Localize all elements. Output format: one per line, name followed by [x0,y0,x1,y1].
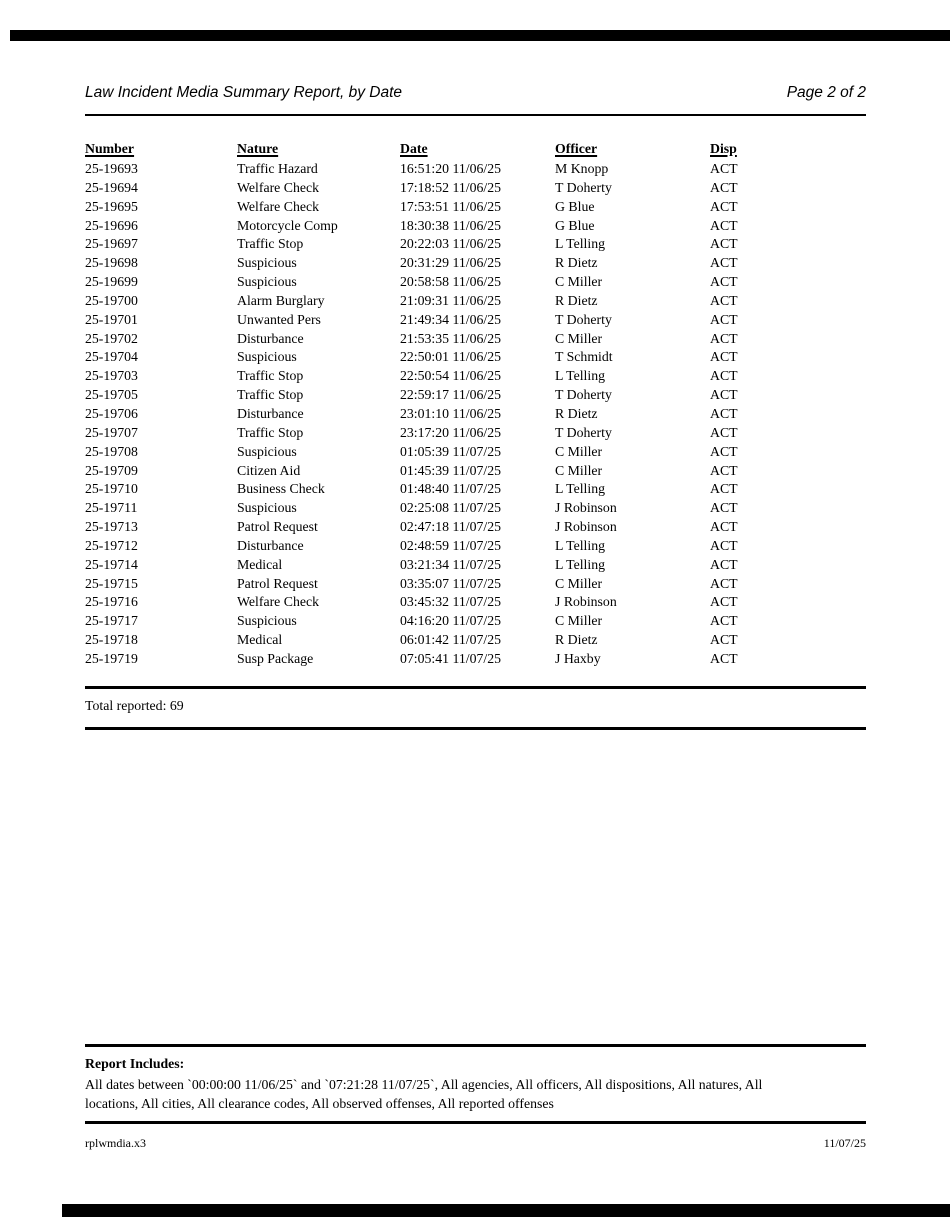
page-footer [85,1136,866,1151]
column-header-nature: Nature [237,141,279,156]
table-body [85,161,866,670]
cell-disposition: ACT [710,500,738,516]
includes-divider-bottom [85,1121,866,1124]
cell-nature: Welfare Check [237,179,320,195]
column-header-officer: Officer [555,141,598,156]
cell-officer: C Miller [555,274,603,290]
cell-disposition: ACT [710,632,738,648]
cell-nature: Citizen Aid [237,462,301,478]
table-row [85,368,866,387]
cell-incident-number: 25-19719 [85,650,138,666]
cell-officer: G Blue [555,198,595,214]
cell-disposition: ACT [710,481,738,497]
table-row [85,161,866,180]
cell-incident-number: 25-19701 [85,311,138,327]
cell-nature: Medical [237,632,283,648]
cell-officer: T Doherty [555,311,612,327]
cell-date: 01:48:40 11/07/25 [400,481,502,497]
cell-disposition: ACT [710,161,738,176]
cell-date: 23:01:10 11/06/25 [400,405,502,421]
cell-nature: Traffic Stop [237,368,304,384]
table-row [85,538,866,557]
cell-nature: Traffic Stop [237,236,304,252]
cell-disposition: ACT [710,387,738,403]
incident-table [85,141,866,670]
cell-officer: C Miller [555,443,603,459]
cell-officer: L Telling [555,481,605,497]
cell-nature: Susp Package [237,650,314,666]
cell-officer: T Schmidt [555,349,613,365]
header-divider [85,114,866,116]
cell-officer: J Robinson [555,500,617,516]
cell-date: 04:16:20 11/07/25 [400,613,502,629]
cell-officer: C Miller [555,575,603,591]
cell-incident-number: 25-19718 [85,632,138,648]
cell-disposition: ACT [710,349,738,365]
cell-incident-number: 25-19699 [85,274,138,290]
totals-divider-top [85,686,866,689]
cell-date: 21:49:34 11/06/25 [400,311,502,327]
cell-officer: R Dietz [555,255,598,271]
table-row [85,576,866,595]
cell-incident-number: 25-19708 [85,443,138,459]
cell-officer: J Robinson [555,519,617,535]
cell-nature: Traffic Stop [237,424,304,440]
report-includes-heading: Report Includes: [85,1056,185,1071]
cell-date: 20:31:29 11/06/25 [400,255,502,271]
cell-disposition: ACT [710,198,738,214]
table-row [85,651,866,670]
table-row [85,331,866,350]
cell-incident-number: 25-19707 [85,424,138,440]
cell-date: 21:53:35 11/06/25 [400,330,502,346]
cell-nature: Business Check [237,481,325,497]
cell-disposition: ACT [710,311,738,327]
cell-incident-number: 25-19713 [85,519,138,535]
cell-officer: T Doherty [555,179,612,195]
cell-date: 20:58:58 11/06/25 [400,274,502,290]
cell-incident-number: 25-19715 [85,575,138,591]
cell-nature: Disturbance [237,537,304,553]
cell-incident-number: 25-19716 [85,594,138,610]
table-row [85,613,866,632]
cell-nature: Alarm Burglary [237,292,325,308]
table-row [85,500,866,519]
table-header-row [85,141,866,161]
cell-officer: M Knopp [555,161,609,176]
column-header-number: Number [85,141,135,156]
table-row [85,444,866,463]
cell-nature: Suspicious [237,349,297,365]
table-row [85,463,866,482]
cell-officer: C Miller [555,462,603,478]
cell-nature: Suspicious [237,274,297,290]
cell-officer: T Doherty [555,387,612,403]
cell-officer: J Robinson [555,594,617,610]
cell-incident-number: 25-19712 [85,537,138,553]
cell-nature: Suspicious [237,500,297,516]
table-row [85,255,866,274]
cell-incident-number: 25-19696 [85,217,138,233]
scan-artifact-bar-top [10,30,950,41]
cell-incident-number: 25-19711 [85,500,138,516]
footer-report-id: rplwmdia.x3 [85,1136,146,1150]
page-header [85,84,866,101]
table-row [85,349,866,368]
table-row [85,293,866,312]
cell-date: 07:05:41 11/07/25 [400,650,502,666]
total-reported: Total reported: 69 [85,698,184,713]
cell-disposition: ACT [710,650,738,666]
cell-officer: L Telling [555,368,605,384]
column-header-date: Date [400,141,428,156]
cell-disposition: ACT [710,594,738,610]
cell-officer: R Dietz [555,405,598,421]
cell-disposition: ACT [710,274,738,290]
cell-incident-number: 25-19697 [85,236,138,252]
table-row [85,312,866,331]
scan-artifact-bar-bottom [62,1204,950,1217]
table-row [85,406,866,425]
cell-nature: Welfare Check [237,198,320,214]
cell-incident-number: 25-19706 [85,405,138,421]
cell-disposition: ACT [710,217,738,233]
cell-incident-number: 25-19717 [85,613,138,629]
cell-incident-number: 25-19709 [85,462,138,478]
cell-disposition: ACT [710,443,738,459]
cell-date: 06:01:42 11/07/25 [400,632,502,648]
cell-disposition: ACT [710,368,738,384]
table-row [85,387,866,406]
cell-date: 02:47:18 11/07/25 [400,519,502,535]
cell-nature: Traffic Hazard [237,161,318,176]
table-row [85,180,866,199]
cell-incident-number: 25-19703 [85,368,138,384]
cell-date: 22:50:01 11/06/25 [400,349,502,365]
cell-date: 21:09:31 11/06/25 [400,292,502,308]
table-row [85,594,866,613]
report-includes-line-1: All dates between `00:00:00 11/06/25` and `07:21:28 11/07/25`, All agencies, All officers, All dispositions, All natures, All [85,1077,763,1092]
cell-nature: Motorcycle Comp [237,217,338,233]
cell-nature: Patrol Request [237,519,318,535]
cell-incident-number: 25-19700 [85,292,138,308]
cell-incident-number: 25-19710 [85,481,138,497]
table-row [85,557,866,576]
page-indicator: Page 2 of 2 [786,84,866,101]
table-row [85,519,866,538]
includes-divider-top [85,1044,866,1047]
cell-officer: R Dietz [555,292,598,308]
cell-disposition: ACT [710,236,738,252]
cell-nature: Unwanted Pers [237,311,321,327]
cell-incident-number: 25-19705 [85,387,138,403]
cell-incident-number: 25-19704 [85,349,138,365]
cell-date: 01:45:39 11/07/25 [400,462,502,478]
table-row [85,236,866,255]
cell-date: 03:45:32 11/07/25 [400,594,502,610]
cell-date: 16:51:20 11/06/25 [400,161,502,176]
cell-officer: R Dietz [555,632,598,648]
cell-disposition: ACT [710,537,738,553]
cell-disposition: ACT [710,292,738,308]
table-row [85,481,866,500]
cell-date: 20:22:03 11/06/25 [400,236,502,252]
cell-nature: Disturbance [237,330,304,346]
cell-nature: Disturbance [237,405,304,421]
cell-nature: Suspicious [237,443,297,459]
cell-date: 02:25:08 11/07/25 [400,500,502,516]
cell-disposition: ACT [710,255,738,271]
cell-incident-number: 25-19714 [85,556,138,572]
cell-officer: L Telling [555,537,605,553]
cell-incident-number: 25-19702 [85,330,138,346]
cell-date: 03:35:07 11/07/25 [400,575,502,591]
cell-officer: J Haxby [555,650,601,666]
cell-officer: T Doherty [555,424,612,440]
cell-disposition: ACT [710,424,738,440]
cell-nature: Welfare Check [237,594,320,610]
cell-officer: C Miller [555,613,603,629]
totals-divider-bottom [85,727,866,730]
cell-date: 22:59:17 11/06/25 [400,387,502,403]
cell-officer: G Blue [555,217,595,233]
cell-disposition: ACT [710,405,738,421]
cell-incident-number: 25-19698 [85,255,138,271]
table-row [85,274,866,293]
cell-date: 17:53:51 11/06/25 [400,198,502,214]
table-row [85,425,866,444]
cell-disposition: ACT [710,613,738,629]
cell-officer: L Telling [555,236,605,252]
cell-disposition: ACT [710,330,738,346]
cell-nature: Suspicious [237,613,297,629]
report-title: Law Incident Media Summary Report, by Date [85,84,403,101]
table-row [85,632,866,651]
cell-date: 03:21:34 11/07/25 [400,556,502,572]
cell-incident-number: 25-19694 [85,179,138,195]
footer-date: 11/07/25 [823,1136,866,1150]
cell-incident-number: 25-19695 [85,198,138,214]
cell-date: 23:17:20 11/06/25 [400,424,502,440]
cell-incident-number: 25-19693 [85,161,138,176]
cell-nature: Medical [237,556,283,572]
cell-disposition: ACT [710,575,738,591]
report-includes-body [85,1075,860,1114]
cell-nature: Traffic Stop [237,387,304,403]
cell-date: 17:18:52 11/06/25 [400,179,502,195]
column-header-disp: Disp [710,141,737,156]
cell-disposition: ACT [710,519,738,535]
table-row [85,199,866,218]
report-includes-line-2: locations, All cities, All clearance codes, All observed offenses, All reported offenses [85,1096,554,1112]
cell-nature: Patrol Request [237,575,318,591]
cell-nature: Suspicious [237,255,297,271]
cell-date: 22:50:54 11/06/25 [400,368,502,384]
cell-date: 18:30:38 11/06/25 [400,217,502,233]
cell-date: 01:05:39 11/07/25 [400,443,502,459]
cell-officer: C Miller [555,330,603,346]
table-row [85,218,866,237]
cell-disposition: ACT [710,462,738,478]
cell-officer: L Telling [555,556,605,572]
cell-date: 02:48:59 11/07/25 [400,537,502,553]
cell-disposition: ACT [710,179,738,195]
cell-disposition: ACT [710,556,738,572]
